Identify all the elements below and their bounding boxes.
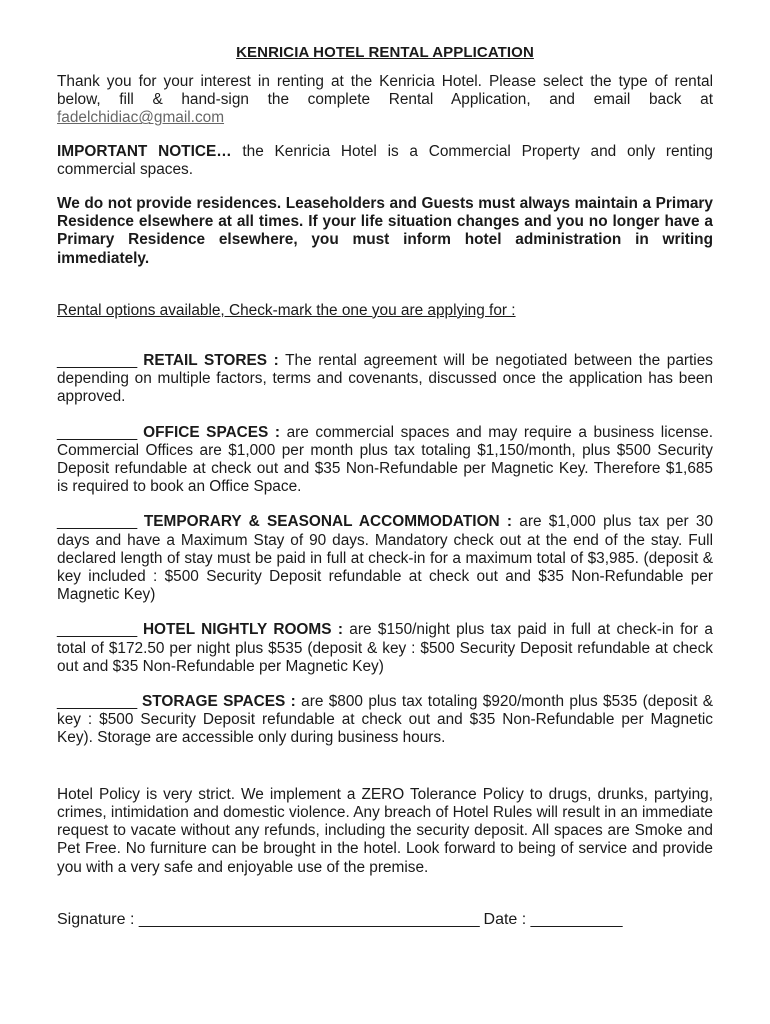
checkmark-blank[interactable]: __________	[57, 621, 137, 639]
option-text: are $800 plus tax totaling $920/month plus $535 (deposit & key : $500 Security Deposit refundable at check out and $35 Non-Refundable per Magnetic Key). Storage are accessible only during business hours.	[57, 693, 713, 747]
option-text: The rental agreement will be negotiated between the parties depending on multiple factors, terms and covenants, discussed once the application has been approved.	[57, 352, 713, 406]
intro-text: Thank you for your interest in renting at the Kenricia Hotel. Please select the type of rental below, fill & hand-sign the complete Rental Application, and email back at	[57, 73, 713, 109]
option-text: are $1,000 plus tax per 30 days and have a Maximum Stay of 90 days. Mandatory check out at the end of the stay. Full declared length of stay must be paid in full at check-in for a maximum total of $3,985. (deposit & key included : $500 Security Deposit refundable at check out and $35 Non-Refundable per Magnetic Key)	[57, 513, 714, 604]
checkmark-blank[interactable]: __________	[57, 693, 137, 711]
document-title: KENRICIA HOTEL RENTAL APPLICATION	[236, 44, 534, 61]
option-label: OFFICE SPACES :	[136, 423, 281, 441]
option-hotel-nightly-rooms	[57, 621, 713, 676]
checkmark-blank[interactable]: __________	[57, 352, 137, 370]
checkmark-blank[interactable]: __________	[57, 423, 137, 441]
signature-field[interactable]: _________________________________________	[138, 910, 480, 928]
option-text: are commercial spaces and may require a business license. Commercial Offices are $1,000 per month plus tax totaling $1,150/month, plus $500 Security Deposit refundable at check out and $35 Non-Refundable per Magnetic Key. Therefore $1,685 is required to book an Office Space.	[57, 423, 713, 496]
checkmark-blank[interactable]: __________	[57, 513, 137, 531]
option-storage-spaces	[57, 693, 713, 748]
date-field[interactable]: ___________	[530, 910, 622, 928]
notice-label: IMPORTANT NOTICE…	[57, 142, 232, 160]
options-heading: Rental options available, Check-mark the one you are applying for :	[57, 301, 516, 319]
option-label: RETAIL STORES :	[136, 352, 279, 370]
option-label: STORAGE SPACES :	[136, 693, 296, 711]
option-label: TEMPORARY & SEASONAL ACCOMMODATION :	[136, 513, 513, 531]
notice-text: the Kenricia Hotel is a Commercial Property and only renting commercial spaces.	[57, 142, 713, 178]
option-retail-stores	[57, 352, 713, 407]
important-notice	[57, 143, 713, 179]
email-link[interactable]: fadelchidiac@gmail.com	[57, 109, 225, 127]
signature-label: Signature :	[57, 910, 139, 928]
signature-row	[57, 911, 713, 929]
residence-warning: We do not provide residences. Leaseholders and Guests must always maintain a Primary Residence elsewhere at all times. If your life situation changes and you no longer have a Primary Residence elsewhere, you must inform hotel administration in writing immediately.	[57, 195, 713, 267]
hotel-policy: Hotel Policy is very strict. We implement a ZERO Tolerance Policy to drugs, drunks, partying, crimes, intimidation and domestic violence. Any breach of Hotel Rules will result in an immediate request to vacate without any refunds, including the security deposit. All spaces are Smoke and Pet Free. No furniture can be brought in the hotel. Look forward to being of service and provide you with a very safe and enjoyable use of the premise.	[57, 785, 713, 876]
option-text: are $150/night plus tax paid in full at check-in for a total of $172.50 per night plus $535 (deposit & key : $500 Security Deposit refundable at check out and $35 Non-Refundable per Magnetic Key)	[57, 621, 713, 675]
option-label: HOTEL NIGHTLY ROOMS :	[136, 621, 343, 639]
option-temporary-seasonal	[57, 513, 713, 604]
intro-paragraph	[57, 73, 713, 128]
option-office-spaces	[57, 424, 713, 497]
date-label: Date :	[479, 910, 531, 928]
